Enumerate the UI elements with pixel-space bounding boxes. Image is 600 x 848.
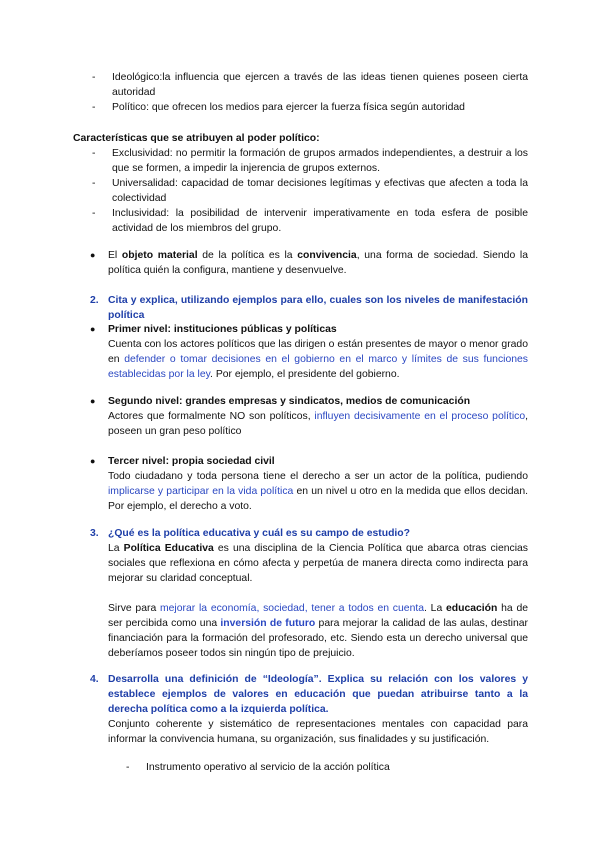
- bullet-marker: ●: [90, 456, 96, 466]
- power-types-list: [92, 70, 528, 115]
- text-run: en un nivel u otro en la medida que ellos decidan. Por ejemplo, el derecho a voto.: [108, 486, 528, 512]
- question-number: 2.: [90, 295, 99, 306]
- text-run: para mejorar la calidad de las aulas, destinar financiación para la formación del profesorado, etc. Siendo esta un derecho universal que deberíamos poseer todos sin ningún tipo de prejuicio.: [108, 618, 528, 659]
- highlight-run: inversión de futuro: [220, 618, 316, 629]
- bold-run: objeto material: [121, 250, 198, 261]
- list-item-text: Político: que ofrecen los medios para ejercer la fuerza física según autoridad: [112, 102, 465, 113]
- list-item-text: Inclusividad: la posibilidad de intervenir imperativamente en toda esfera de posible actividad de los miembros del grupo.: [112, 208, 528, 234]
- dash-marker: -: [92, 208, 96, 219]
- text-run: Actores que formalmente NO son políticos,: [108, 411, 315, 422]
- text-run: , una forma de sociedad. Siendo la política quién la configura, mantiene y desenvuelve.: [108, 250, 528, 276]
- question-3: [90, 526, 528, 661]
- question-title: Cita y explica, utilizando ejemplos para ello, cuales son los niveles de manifestación política: [108, 295, 528, 321]
- sub-list: [126, 760, 526, 775]
- list-item: [92, 176, 528, 206]
- text-run: . La: [424, 603, 446, 614]
- highlight-run: mejorar la economía, sociedad, tener a todos en cuenta: [160, 603, 425, 614]
- text-run: , poseen un gran peso político: [108, 411, 528, 437]
- level-title: Tercer nivel: propia sociedad civil: [108, 456, 275, 467]
- text-run: El: [108, 250, 122, 261]
- list-item-text: Exclusividad: no permitir la formación de grupos armados independientes, a destruir a los que se formen, a impedir la injerencia de grupos externos.: [112, 148, 528, 174]
- level-text: [108, 337, 528, 382]
- level-text: [108, 469, 528, 514]
- dash-marker: -: [92, 102, 96, 113]
- list-item-text: Ideológico:la influencia que ejercen a través de las ideas tienen quienes poseen cierta autoridad: [112, 72, 528, 98]
- question-number: 4.: [90, 674, 99, 685]
- list-item: [126, 760, 526, 775]
- dash-marker: -: [126, 762, 130, 773]
- bullet-marker: ●: [90, 250, 96, 260]
- level-text: [108, 409, 528, 439]
- highlight-run: implicarse y participar en la vida política: [108, 486, 294, 497]
- highlight-run: defender o tomar decisiones en el gobierno en el marco y límites de sus funciones establecidas por la ley: [108, 354, 528, 380]
- level-title: Primer nivel: instituciones públicas y políticas: [108, 324, 337, 335]
- level-3: [90, 454, 528, 514]
- object-material-paragraph: [90, 248, 528, 278]
- text-run: de la política es la: [197, 250, 298, 261]
- bold-run: Política Educativa: [123, 543, 214, 554]
- characteristics-list: [73, 146, 528, 236]
- text-run: Todo ciudadano y toda persona tiene el derecho a ser un actor de la política, pudiendo: [108, 471, 528, 482]
- section-heading: Características que se atribuyen al poder político:: [73, 133, 320, 144]
- list-item-text: Instrumento operativo al servicio de la acción política: [146, 762, 390, 773]
- paragraph: [90, 248, 528, 278]
- question-4: [90, 672, 528, 747]
- level-2: [90, 394, 528, 439]
- bold-run: convivencia: [297, 250, 357, 261]
- highlight-run: influyen decisivamente en el proceso político: [314, 411, 526, 422]
- list-item: [92, 70, 528, 100]
- characteristics-section: [73, 131, 528, 236]
- text-run: . Por ejemplo, el presidente del gobierno.: [210, 369, 400, 380]
- dash-marker: -: [92, 148, 96, 159]
- bullet-marker: ●: [90, 396, 96, 406]
- text-run: ha de ser percibida como una: [108, 603, 529, 629]
- question-number: 3.: [90, 528, 99, 539]
- text-run: Sirve para: [108, 603, 160, 614]
- level-title: Segundo nivel: grandes empresas y sindicatos, medios de comunicación: [108, 396, 471, 407]
- list-item: [92, 100, 528, 115]
- answer-paragraph: Conjunto coherente y sistemático de representaciones mentales con capacidad para informar la convivencia humana, su organización, sus finalidades y su justificación.: [108, 719, 528, 745]
- bold-run: educación: [445, 603, 498, 614]
- dash-marker: -: [92, 178, 96, 189]
- list-item: [92, 206, 528, 236]
- question-title: ¿Qué es la política educativa y cuál es su campo de estudio?: [108, 528, 411, 539]
- answer-paragraph: [108, 541, 528, 586]
- question-2: [90, 293, 528, 323]
- bullet-marker: ●: [90, 324, 96, 334]
- list-item: [92, 146, 528, 176]
- list-item-text: Universalidad: capacidad de tomar decisiones legítimas y efectivas que afecten a toda la colectividad: [112, 178, 528, 204]
- level-1: [90, 322, 528, 382]
- text-run: La: [108, 543, 124, 554]
- text-run: Cuenta con los actores políticos que las dirigen o están presentes de mayor o menor grado en: [108, 339, 528, 365]
- question-title: Desarrolla una definición de “Ideología”. Explica su relación con los valores y establece ejemplos de valores en educación que puedan atribuirse tanto a la derecha política como a la izquierda política.: [108, 674, 528, 715]
- dash-marker: -: [92, 72, 96, 83]
- answer-paragraph: [108, 601, 528, 661]
- text-run: es una disciplina de la Ciencia Política que abarca otras ciencias sociales que reflexiona en cómo afecta y perpetúa de manera directa como indirecta para mejorar su claridad conceptual.: [108, 543, 528, 584]
